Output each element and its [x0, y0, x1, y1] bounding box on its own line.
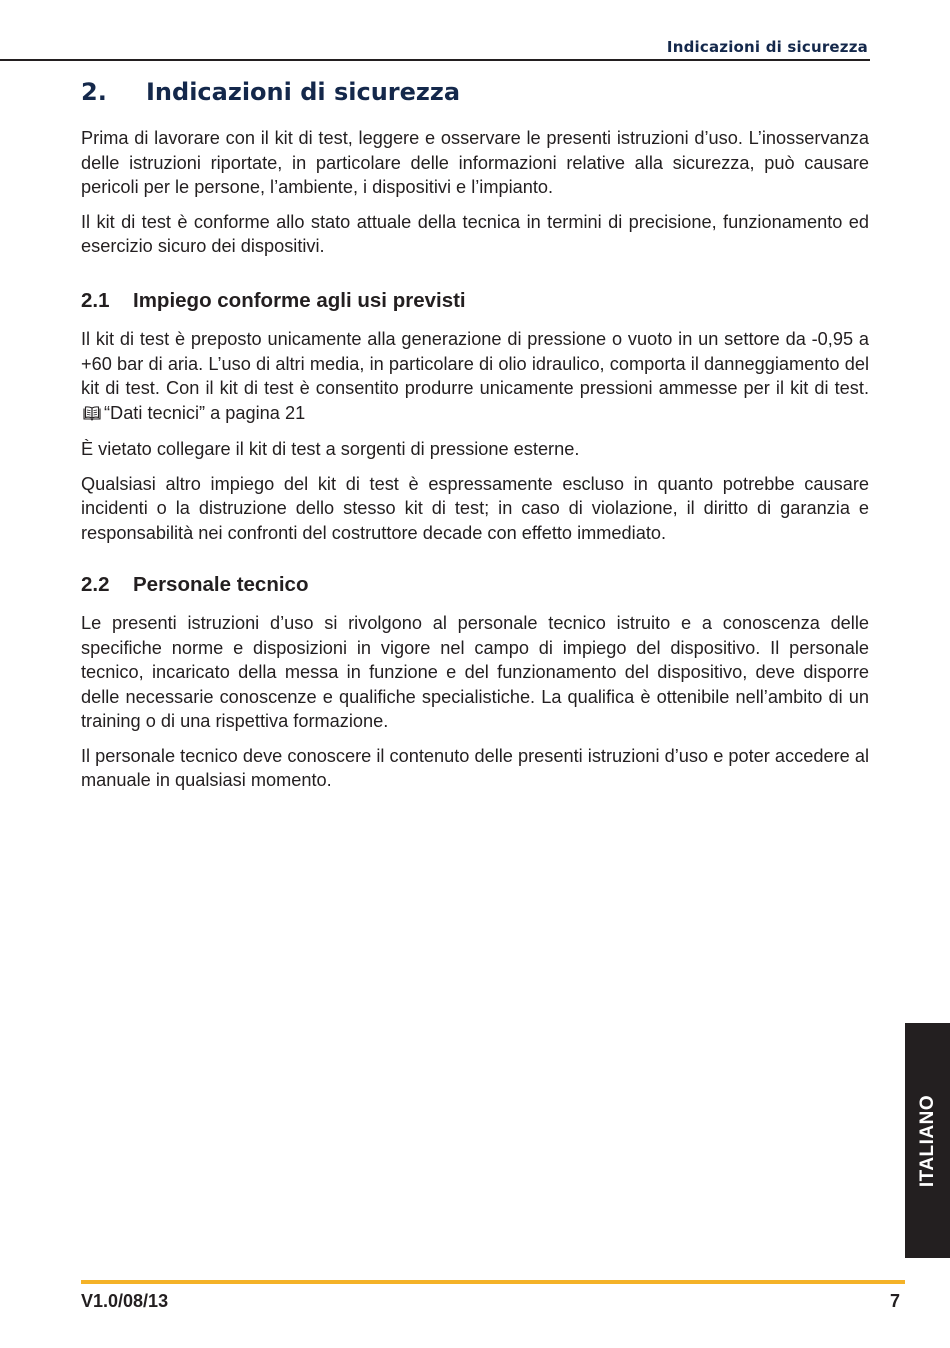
subsection-heading	[81, 573, 869, 597]
subsection-title: Impiego conforme agli usi previsti	[133, 289, 466, 312]
language-tab-label: ITALIANO	[916, 1094, 938, 1187]
intended-use-paragraph-3: Qualsiasi altro impiego del kit di test è espressamente escluso in quanto potrebbe causare incidenti o la distruzione dello stesso kit di test; in caso di violazione, il diritto di garanzia e responsabilità nei confronti del costruttore decade con effetto immediato.	[81, 473, 869, 543]
section-number: 2.	[81, 78, 107, 106]
section-title: Indicazioni di sicurezza	[146, 78, 461, 106]
technical-data-reference: “Dati tecnici” a pagina 21	[104, 402, 306, 423]
subsection-title: Personale tecnico	[133, 573, 309, 596]
intro-paragraph-1: Prima di lavorare con il kit di test, leggere e osservare le presenti istruzioni d’uso. L’inosservanza delle istruzioni riportate, in particolare delle informazioni relative alla sicurezza, può causare pericoli per le persone, l’ambiente, i dispositivi e l’impianto.	[81, 128, 869, 197]
footer-divider	[81, 1280, 905, 1284]
running-header: Indicazioni di sicurezza	[666, 38, 868, 56]
intro-paragraph-2: Il kit di test è conforme allo stato attuale della tecnica in termini di precisione, funzionamento ed esercizio sicuro dei dispositivi.	[81, 211, 869, 256]
header-divider	[0, 59, 870, 61]
personnel-paragraph-1: Le presenti istruzioni d’uso si rivolgono al personale tecnico istruito e a conoscenza delle specifiche norme e disposizioni in vigore nel campo di impiego del dispositivo. Il personale tecnico, incaricato della messa in funzione e del funzionamento del dispositivo, deve disporre delle necessarie conoscenze e qualifiche specialistiche. La qualifica è ottenibile nell’ambito di un training o di una rispettiva formazione.	[81, 613, 869, 731]
subsection-intended-use	[81, 289, 869, 555]
section-heading	[81, 78, 460, 106]
footer-version: V1.0/08/13	[81, 1291, 169, 1311]
intended-use-text: Il kit di test è preposto unicamente alla generazione di pressione o vuoto in un settore da -0,95 a +60 bar di aria. L’uso di altri media, in particolare di olio idraulico, comporta il danneggiamento del kit di test. Con il kit di test è consentito produrre unicamente pressioni ammesse per il kit di test.	[81, 329, 869, 398]
subsection-heading	[81, 289, 869, 313]
subsection-personnel	[81, 573, 869, 803]
personnel-paragraph-2: Il personale tecnico deve conoscere il contenuto delle presenti istruzioni d’uso e poter accedere al manuale in qualsiasi momento.	[81, 745, 869, 790]
book-icon	[83, 403, 101, 428]
intended-use-paragraph-1	[81, 327, 869, 427]
section-intro	[81, 126, 869, 269]
subsection-number: 2.2	[81, 573, 110, 596]
language-tab	[905, 1023, 950, 1258]
subsection-number: 2.1	[81, 289, 110, 312]
page-number: 7	[889, 1291, 900, 1311]
intended-use-paragraph-2: È vietato collegare il kit di test a sorgenti di pressione esterne.	[81, 439, 580, 459]
